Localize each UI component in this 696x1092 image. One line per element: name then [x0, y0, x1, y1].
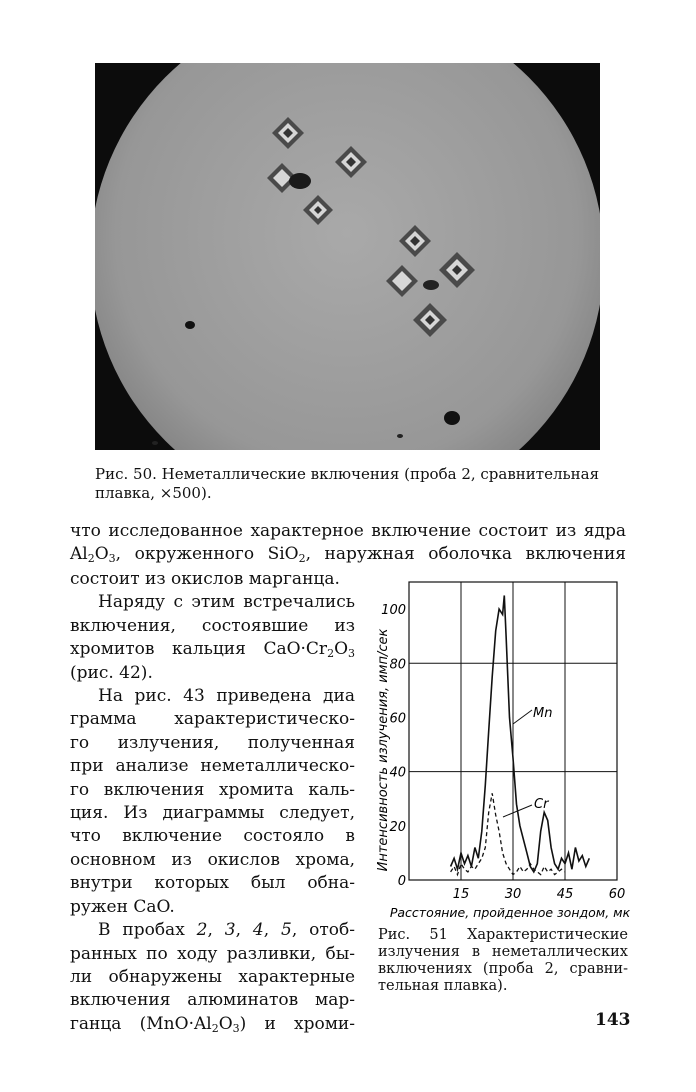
text-line	[70, 919, 355, 942]
formula-part: Al	[70, 544, 88, 565]
text-line	[70, 638, 355, 661]
subscript: 2	[298, 552, 306, 566]
sample-number: 5	[281, 920, 292, 941]
text-line: включения, состоявшие из	[70, 615, 355, 636]
series-line-mn	[451, 596, 590, 872]
text-part: , отоб-	[291, 920, 356, 941]
figure-51-caption-line: тельная плавка).	[378, 978, 508, 994]
figure-50-caption	[95, 465, 600, 503]
subscript: 2	[87, 552, 95, 566]
micrograph-image	[95, 63, 600, 450]
figure-51-caption-line: излучения в неметаллических	[378, 944, 628, 960]
text-line: ранных по ходу разливки, бы-	[70, 943, 355, 964]
figure-51-caption-line: Рис. 51 Характеристические	[378, 927, 628, 943]
text-line: что включение состояло в	[70, 826, 355, 847]
mn-label: Mn	[533, 706, 553, 721]
x-tick-label: 60	[608, 887, 626, 902]
chart-grid	[409, 582, 617, 880]
x-axis-label: Расстояние, пройденное зондом, мк	[389, 905, 631, 920]
cr-label: Cr	[534, 797, 549, 812]
y-tick-label: 100	[381, 603, 406, 619]
text-part: O	[218, 1013, 233, 1034]
text-line	[70, 1013, 355, 1036]
text-part: ,	[207, 920, 225, 941]
subscript: 3	[108, 552, 116, 566]
text-line: ружен CaO.	[70, 896, 175, 917]
text-line: На рис. 43 приведена диа	[98, 686, 355, 707]
y-tick-label: 0	[397, 874, 406, 889]
subscript: 2	[211, 1021, 219, 1035]
mn-leader-line	[513, 710, 532, 724]
figure-50-caption-line-1: Рис. 50. Неметаллические включения (проба 2, сравнительная	[95, 465, 600, 483]
text-part: , наружная оболочка включения	[305, 544, 627, 565]
y-tick-label: 40	[389, 765, 406, 781]
text-line: ция. Из диаграммы следует,	[70, 803, 355, 824]
micrograph-figure-50	[95, 63, 600, 450]
text-part: O	[334, 639, 348, 660]
sample-number: 3	[224, 920, 236, 941]
text-line: го включения хромита каль-	[70, 779, 355, 800]
text-line: Наряду с этим встречались	[98, 592, 355, 613]
text-line: внутри которых был обна-	[70, 873, 355, 894]
text-part: ганца (MnO·Al	[70, 1013, 212, 1034]
sample-number: 4	[252, 920, 264, 941]
text-part: ) и хроми-	[239, 1013, 355, 1034]
x-tick-label: 15	[452, 887, 470, 902]
left-column-text	[70, 568, 355, 1036]
figure-51-caption	[378, 927, 628, 995]
text-part: хромитов кальция CaO·Cr	[70, 639, 328, 660]
x-tick-label: 30	[504, 887, 522, 902]
sample-number: 2	[196, 920, 208, 941]
text-part: ,	[235, 920, 253, 941]
paragraph-full-width	[70, 520, 626, 567]
text-part: ,	[263, 920, 282, 941]
figure-51-caption-line: включениях (проба 2, сравни-	[378, 961, 628, 977]
text-line: при анализе неметаллическо-	[70, 756, 355, 777]
x-axis-ticks	[453, 887, 626, 902]
text-line: включения алюминатов мар-	[70, 990, 355, 1011]
figure-50-caption-line-2: плавка, ×500).	[95, 484, 212, 502]
text-part: В пробах	[98, 920, 197, 941]
y-tick-label: 20	[389, 819, 406, 835]
text-line: ли обнаружены характерные	[70, 966, 355, 987]
subscript: 2	[327, 647, 335, 661]
text-line: состоит из окислов марганца.	[70, 569, 340, 589]
text-part: , окруженного SiO	[115, 544, 299, 565]
y-tick-label: 80	[389, 657, 406, 673]
subscript: 3	[348, 647, 355, 661]
text-line: что исследованное характерное включение состоит из ядра	[70, 521, 626, 541]
page-number: 143	[595, 1010, 631, 1030]
x-tick-label: 45	[556, 887, 574, 902]
subscript: 3	[232, 1021, 240, 1035]
figure-51-chart	[365, 580, 635, 920]
y-axis-label: Интенсивность излучения, имп/сек	[376, 628, 391, 872]
text-line: основном из окислов хрома,	[70, 849, 355, 870]
text-line	[70, 543, 626, 566]
text-line: грамма характеристическо-	[70, 709, 355, 730]
text-line: го излучения, полученная	[70, 732, 355, 753]
formula-part: O	[94, 544, 109, 565]
text-line: (рис. 42).	[70, 662, 153, 683]
y-tick-label: 60	[389, 711, 406, 727]
